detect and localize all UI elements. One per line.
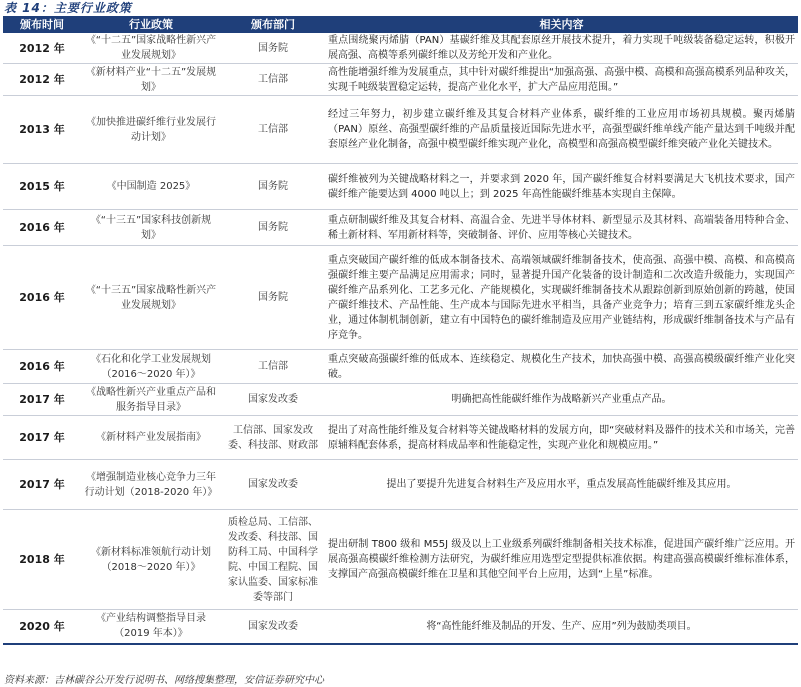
header-year: 颁布时间 [3, 16, 81, 33]
row-content: 明确把高性能碳纤维作为战略新兴产业重点产品。 [325, 384, 798, 416]
row-year: 2017 年 [3, 460, 81, 510]
row-dept: 国务院 [221, 246, 325, 350]
row-content: 经过三年努力，初步建立碳纤维及其复合材料产业体系，碳纤维的工业应用市场初具规模。聚丙烯腈（PAN）原丝、高强型碳纤维的产品质量接近国际先进水平，高强型碳纤维单线产能产量达到千吨级并配套原丝产业化制备，高强中模型碳纤维实现产业化，高模型和高强高模型碳纤维突破产业化关键技术。 [325, 96, 798, 164]
row-dept: 工信部、国家发改委、科技部、财政部 [221, 416, 325, 460]
row-dept: 国务院 [221, 210, 325, 246]
row-dept: 国家发改委 [221, 610, 325, 644]
row-year: 2016 年 [3, 350, 81, 384]
row-policy: 《新材料标准领航行动计划（2018～2020 年）》 [81, 510, 221, 610]
row-content: 提出研制 T800 级和 M55J 级及以上工业级系列碳纤维制备相关技术标准，促进国产碳纤维广泛应用。开展高强高模碳纤维检测方法研究，为碳纤维应用选型定型提供标准依据。构建高强高模碳纤维标准体系，支撑国产高强高模碳纤维在卫星和其他空间平台上应用，达到“上星”标准。 [325, 510, 798, 610]
row-policy: 《石化和化学工业发展规划（2016～2020 年）》 [81, 350, 221, 384]
row-year: 2017 年 [3, 416, 81, 460]
row-year: 2012 年 [3, 64, 81, 96]
row-content: 提出了要提升先进复合材料生产及应用水平，重点发展高性能碳纤维及其应用。 [325, 460, 798, 510]
row-dept: 质检总局、工信部、发改委、科技部、国防科工局、中国科学院、中国工程院、国家认监委、国家标准委等部门 [221, 510, 325, 610]
row-dept: 国务院 [221, 164, 325, 210]
header-content: 相关内容 [325, 16, 798, 33]
table-row [3, 96, 798, 164]
row-policy: 《“十二五”国家战略性新兴产业发展规划》 [81, 33, 221, 64]
row-content: 碳纤维被列为关键战略材料之一，并要求到 2020 年，国产碳纤维复合材料要满足大飞机技术要求，国产碳纤维产能要达到 4000 吨以上；到 2025 年高性能碳纤维基本实现自主保障。 [325, 164, 798, 210]
row-dept: 国务院 [221, 33, 325, 64]
source-note: 资料来源：吉林碳谷公开发行说明书、网络搜集整理，安信证券研究中心 [4, 675, 324, 686]
table-row [3, 460, 798, 510]
row-policy: 《中国制造 2025》 [81, 164, 221, 210]
table-row [3, 384, 798, 416]
table-row [3, 164, 798, 210]
row-dept: 工信部 [221, 64, 325, 96]
row-content: 提出了对高性能纤维及复合材料等关键战略材料的发展方向，即“突破材料及器件的技术关和市场关，完善原辅料配套体系，提高材料成品率和性能稳定性，实现产业化和规模应用。” [325, 416, 798, 460]
row-dept: 工信部 [221, 96, 325, 164]
row-content: 重点突破国产碳纤维的低成本制备技术、高端领域碳纤维制备技术，使高强、高强中模、高模、和高模高强碳纤维主要产品满足应用需求；同时，显著提升国产化装备的设计制造和二次改造升级能力，实现国产碳纤维产品系列化、工艺多元化、产能规模化，实现碳纤维制备技术从跟踪创新到原始创新的跨越，使国产碳纤维技术、产品性能、生产成本与国际先进水平相当，具备产业竞争力；培育三到五家碳纤维龙头企业，通过体制机制创新，建立有中国特色的碳纤维制造及应用产业链结构，形成碳纤维制备技术与产品有序竞争。 [325, 246, 798, 350]
table-header-row [3, 16, 798, 33]
table-row [3, 350, 798, 384]
row-policy: 《产业结构调整指导目录（2019 年本）》 [81, 610, 221, 644]
table-row [3, 210, 798, 246]
table-row [3, 64, 798, 96]
row-content: 重点突破高强碳纤维的低成本、连续稳定、规模化生产技术，加快高强中模、高强高模级碳纤维产业化突破。 [325, 350, 798, 384]
row-policy: 《“十三五”国家科技创新规划》 [81, 210, 221, 246]
policy-table [3, 16, 798, 645]
row-policy: 《加快推进碳纤维行业发展行动计划》 [81, 96, 221, 164]
row-year: 2018 年 [3, 510, 81, 610]
row-year: 2012 年 [3, 33, 81, 64]
row-policy: 《增强制造业核心竞争力三年行动计划（2018-2020 年）》 [81, 460, 221, 510]
table-row [3, 510, 798, 610]
row-year: 2020 年 [3, 610, 81, 644]
row-dept: 国家发改委 [221, 460, 325, 510]
table-row [3, 33, 798, 64]
row-year: 2013 年 [3, 96, 81, 164]
table-row [3, 610, 798, 644]
row-policy: 《新材料产业“十二五”发展规划》 [81, 64, 221, 96]
row-content: 重点研制碳纤维及其复合材料、高温合金、先进半导体材料、新型显示及其材料、高端装备用特种合金、稀土新材料、军用新材料等，突破制备、评价、应用等核心关键技术。 [325, 210, 798, 246]
row-dept: 国家发改委 [221, 384, 325, 416]
row-year: 2016 年 [3, 210, 81, 246]
row-year: 2015 年 [3, 164, 81, 210]
row-year: 2016 年 [3, 246, 81, 350]
table-caption: 表 14：主要行业政策 [4, 1, 132, 15]
header-dept: 颁布部门 [221, 16, 325, 33]
row-content: 高性能增强纤维为发展重点，其中针对碳纤维提出“加强高强、高强中模、高模和高强高模系列品种攻关，实现千吨级装置稳定运转，提高产业化水平，扩大产品应用范围。” [325, 64, 798, 96]
row-policy: 《战略性新兴产业重点产品和服务指导目录》 [81, 384, 221, 416]
table-row [3, 416, 798, 460]
row-policy: 《新材料产业发展指南》 [81, 416, 221, 460]
row-policy: 《“十三五”国家战略性新兴产业发展规划》 [81, 246, 221, 350]
row-content: 将“高性能纤维及制品的开发、生产、应用”列为鼓励类项目。 [325, 610, 798, 644]
row-content: 重点围绕聚丙烯腈（PAN）基碳纤维及其配套原丝开展技术提升，着力实现千吨级装备稳定运转，积极开展高强、高模等系列碳纤维以及芳纶开发和产业化。 [325, 33, 798, 64]
row-dept: 工信部 [221, 350, 325, 384]
header-policy: 行业政策 [81, 16, 221, 33]
table-row [3, 246, 798, 350]
row-year: 2017 年 [3, 384, 81, 416]
